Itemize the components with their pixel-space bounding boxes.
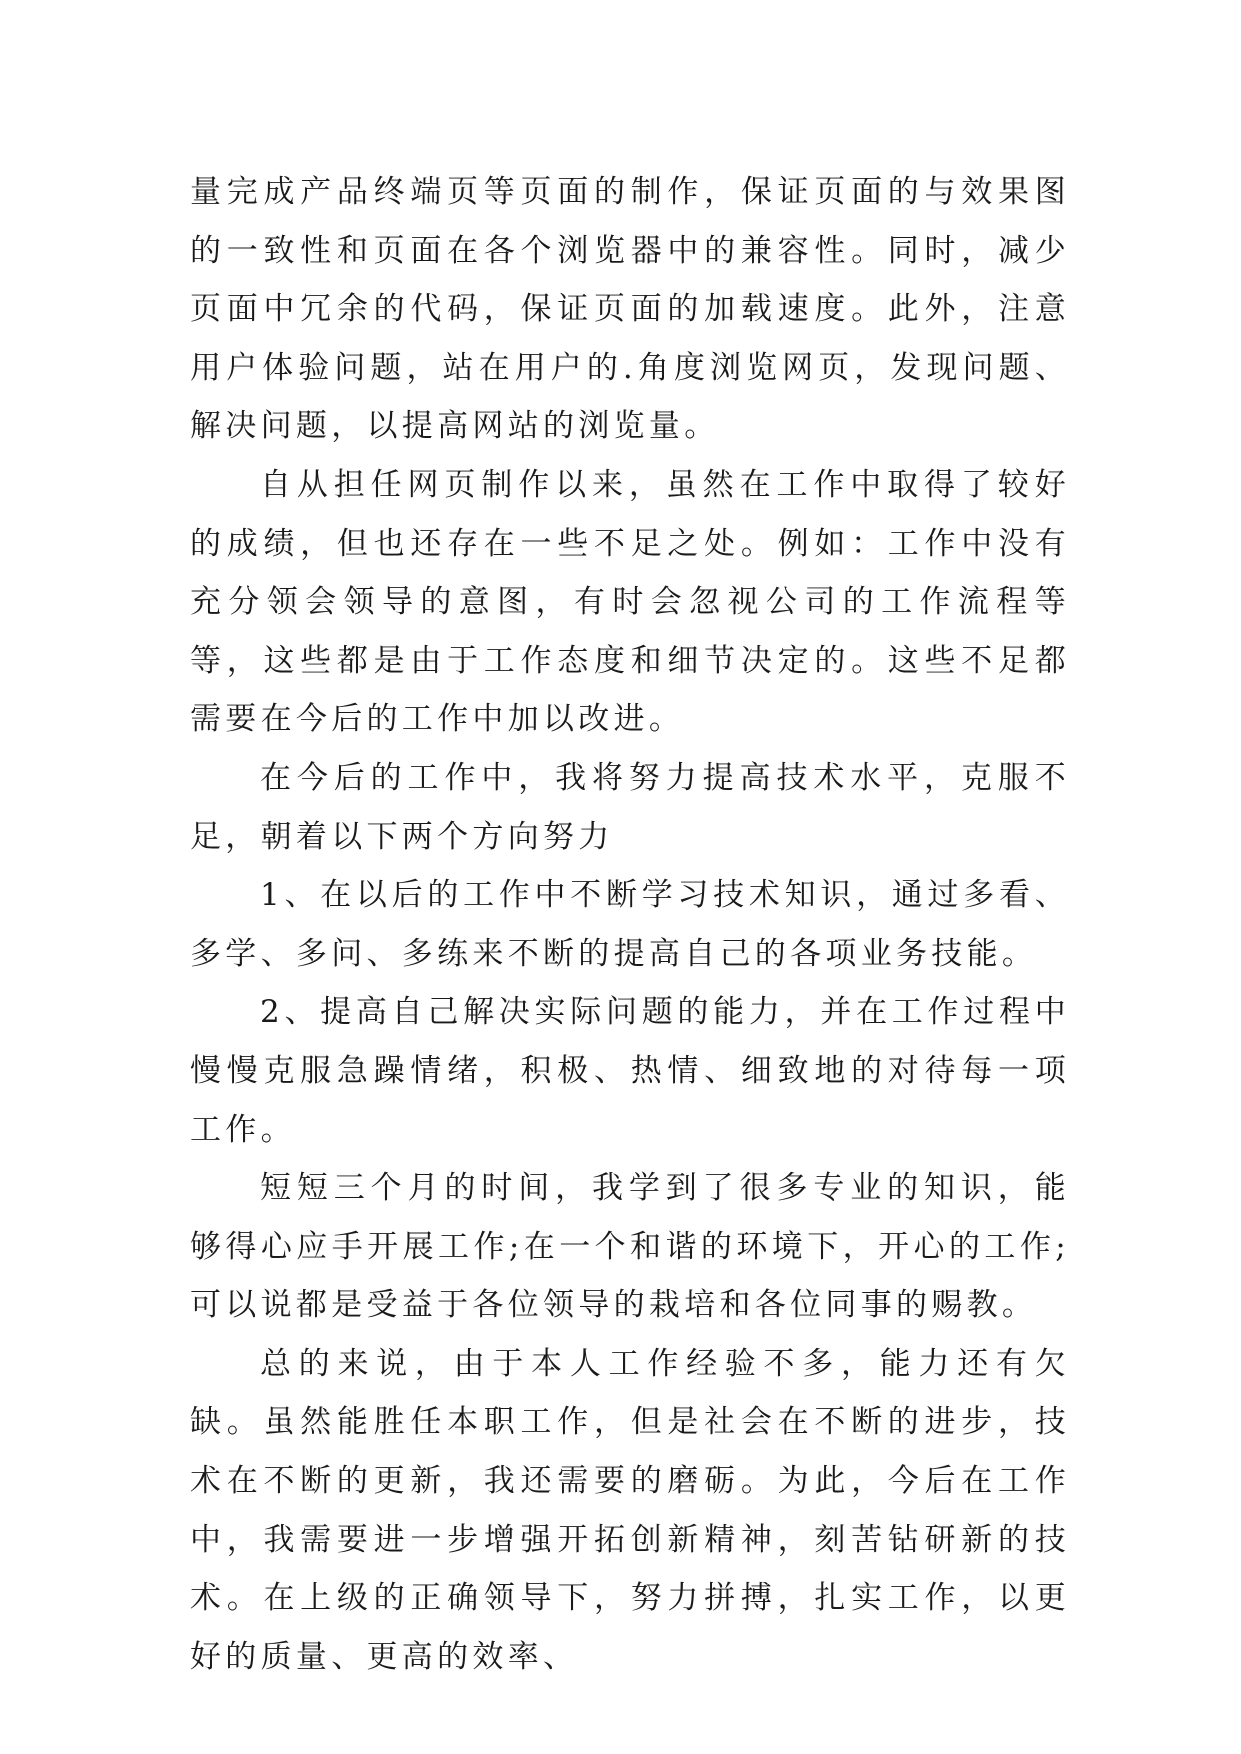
paragraph-1: 量完成产品终端页等页面的制作，保证页面的与效果图的一致性和页面在各个浏览器中的兼容性。同时，减少页面中冗余的代码，保证页面的加载速度。此外，注意用户体验问题，站在用户的.角度浏览网页，发现问题、解决问题，以提高网站的浏览量。 [190,174,1070,445]
document-body [190,163,1070,1686]
paragraph-4: 1、在以后的工作中不断学习技术知识，通过多看、多学、多问、多练来不断的提高自己的各项业务技能。 [190,877,1070,972]
paragraph-7: 总的来说，由于本人工作经验不多，能力还有欠缺。虽然能胜任本职工作，但是社会在不断的进步，技术在不断的更新，我还需要的磨砺。为此，今后在工作中，我需要进一步增强开拓创新精神，刻苦钻研新的技术。在上级的正确领导下，努力拼搏，扎实工作，以更好的质量、更高的效率、 [190,1345,1070,1675]
paragraph-5: 2、提高自己解决实际问题的能力，并在工作过程中慢慢克服急躁情绪，积极、热情、细致地的对待每一项工作。 [190,994,1070,1148]
paragraph-2: 自从担任网页制作以来，虽然在工作中取得了较好的成绩，但也还存在一些不足之处。例如：工作中没有充分领会领导的意图，有时会忽视公司的工作流程等等，这些都是由于工作态度和细节决定的。这些不足都需要在今后的工作中加以改进。 [190,466,1070,738]
paragraph-6: 短短三个月的时间，我学到了很多专业的知识，能够得心应手开展工作;在一个和谐的环境下，开心的工作;可以说都是受益于各位领导的栽培和各位同事的赐教。 [190,1170,1070,1324]
paragraph-3: 在今后的工作中，我将努力提高技术水平，克服不足，朝着以下两个方向努力 [190,759,1070,855]
